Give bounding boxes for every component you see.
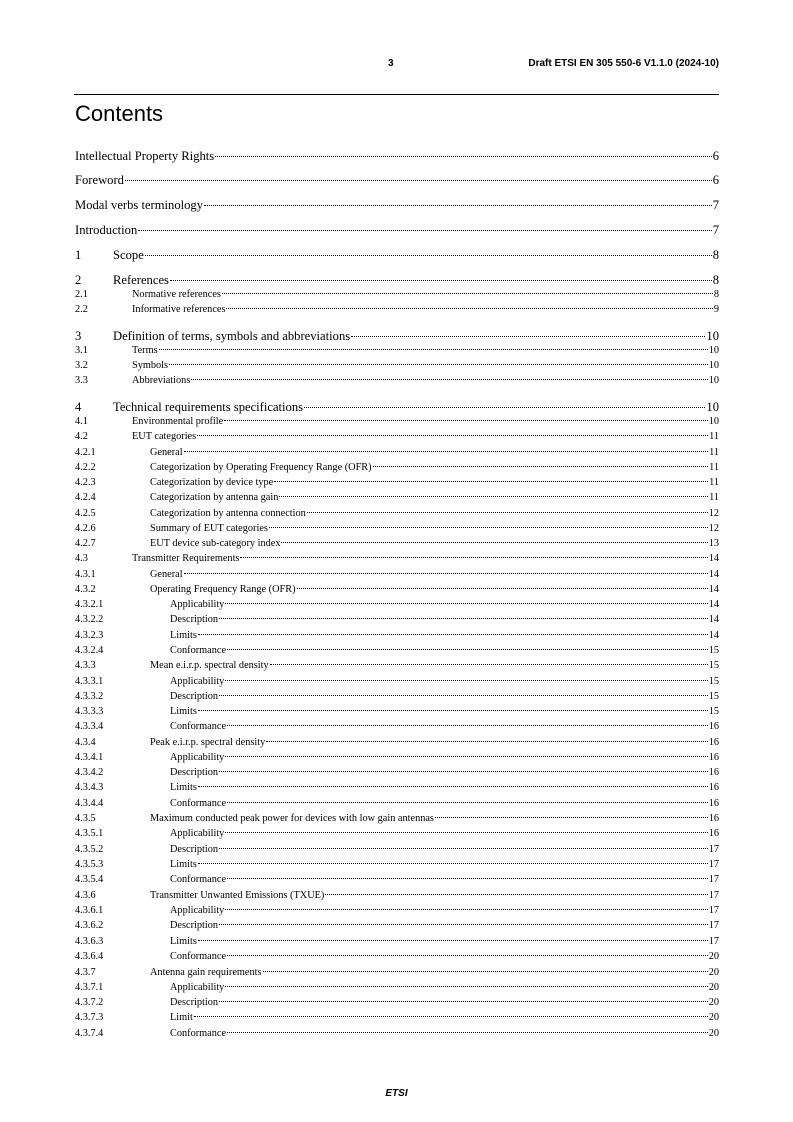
toc-entry-number: 2.1 (75, 289, 88, 300)
toc-entry-title: Modal verbs terminology (75, 198, 204, 212)
toc-entry-page: 16 (708, 767, 719, 778)
toc-entry-page: 8 (712, 273, 719, 287)
toc-entry[interactable] (75, 920, 719, 935)
toc-entry[interactable] (75, 782, 719, 797)
toc-entry-page: 20 (708, 967, 719, 978)
toc-entry-page: 10 (706, 329, 719, 343)
toc-leader-dots (191, 379, 707, 380)
toc-entry[interactable] (75, 614, 719, 629)
toc-entry-page: 15 (708, 691, 719, 702)
toc-leader-dots (227, 725, 708, 726)
toc-entry-number: 4.1 (75, 416, 88, 427)
toc-entry-number: 4.3.4.2 (75, 767, 104, 778)
toc-entry-number: 4.3.7.1 (75, 982, 104, 993)
toc-entry-number: 4.3.6.3 (75, 936, 104, 947)
toc-entry-title: Conformance (170, 645, 227, 656)
toc-entry-number: 4.3.2 (75, 584, 96, 595)
toc-entry-number: 4.2 (75, 431, 88, 442)
toc-entry-page: 15 (708, 676, 719, 687)
toc-entry-title: EUT device sub-category index (150, 538, 281, 549)
toc-entry[interactable] (75, 905, 719, 920)
toc-entry-number: 4.3.6.2 (75, 920, 104, 931)
toc-entry-number: 4.3 (75, 553, 88, 564)
toc-entry[interactable] (75, 492, 719, 507)
toc-entry-title: Description (170, 691, 219, 702)
toc-leader-dots (297, 588, 708, 589)
toc-entry-title: Technical requirements specifications (113, 400, 304, 414)
toc-leader-dots (198, 786, 708, 787)
toc-entry-page: 20 (708, 1028, 719, 1039)
toc-entry-number: 3 (75, 329, 82, 343)
toc-leader-dots (227, 802, 708, 803)
toc-entry-number: 4.3.6.1 (75, 905, 104, 916)
toc-entry-page: 15 (708, 706, 719, 717)
page-title: Contents (75, 101, 164, 126)
toc-leader-dots (263, 971, 708, 972)
toc-entry-title: Categorization by antenna gain (150, 492, 279, 503)
toc-entry-number: 4.3.4.3 (75, 782, 104, 793)
toc-entry-page: 17 (708, 936, 719, 947)
toc-entry-title: Operating Frequency Range (OFR) (150, 584, 296, 595)
toc-leader-dots (279, 496, 708, 497)
toc-entry-page: 10 (708, 360, 719, 371)
toc-entry[interactable] (75, 706, 719, 721)
toc-entry[interactable] (75, 149, 719, 164)
toc-leader-dots (304, 407, 705, 408)
toc-leader-dots (125, 180, 712, 181)
toc-entry-page: 6 (712, 173, 719, 187)
toc-entry[interactable] (75, 936, 719, 951)
toc-entry-page: 20 (708, 951, 719, 962)
toc-leader-dots (138, 230, 711, 231)
toc-entry-page: 20 (708, 982, 719, 993)
toc-leader-dots (219, 695, 708, 696)
toc-entry-title: Scope (113, 248, 144, 262)
toc-entry-page: 17 (708, 844, 719, 855)
toc-leader-dots (225, 603, 707, 604)
toc-entry-title: Summary of EUT categories (150, 523, 268, 534)
toc-entry-number: 4.3.3.4 (75, 721, 104, 732)
toc-entry-page: 20 (708, 997, 719, 1008)
toc-entry[interactable] (75, 477, 719, 492)
toc-entry-number: 2 (75, 273, 82, 287)
toc-entry-page: 17 (708, 859, 719, 870)
toc-entry[interactable] (75, 345, 719, 360)
toc-entry-title: Mean e.i.r.p. spectral density (150, 660, 269, 671)
toc-entry[interactable] (75, 844, 719, 859)
toc-leader-dots (227, 649, 708, 650)
toc-entry[interactable] (75, 721, 719, 736)
toc-entry-page: 16 (708, 752, 719, 763)
toc-entry-title: Environmental profile (132, 416, 224, 427)
toc-leader-dots (184, 451, 708, 452)
toc-entry[interactable] (75, 223, 719, 238)
toc-entry-page: 11 (709, 477, 719, 488)
toc-entry[interactable] (75, 584, 719, 599)
toc-entry-page: 14 (708, 553, 719, 564)
toc-leader-dots (281, 542, 707, 543)
toc-entry-number: 4.3.4.4 (75, 798, 104, 809)
toc-entry-number: 4.2.7 (75, 538, 96, 549)
toc-leader-dots (225, 756, 707, 757)
toc-entry-page: 14 (708, 599, 719, 610)
toc-leader-dots (227, 878, 708, 879)
toc-entry[interactable] (75, 645, 719, 660)
toc-entry-page: 17 (708, 874, 719, 885)
toc-entry[interactable] (75, 569, 719, 584)
toc-entry-number: 4.3.7.2 (75, 997, 104, 1008)
toc-entry-title: Applicability (170, 905, 225, 916)
toc-entry-number: 4.2.5 (75, 508, 96, 519)
toc-leader-dots (219, 848, 708, 849)
toc-entry-page: 15 (708, 660, 719, 671)
toc-leader-dots (170, 280, 712, 281)
toc-entry[interactable] (75, 400, 719, 415)
toc-entry-page: 10 (708, 375, 719, 386)
toc-leader-dots (373, 466, 708, 467)
toc-leader-dots (225, 909, 707, 910)
toc-leader-dots (222, 293, 713, 294)
toc-entry[interactable] (75, 630, 719, 645)
toc-entry-number: 4.3.3 (75, 660, 96, 671)
toc-entry-title: Abbreviations (132, 375, 191, 386)
toc-entry-title: Limits (170, 936, 197, 947)
toc-entry-title: Conformance (170, 798, 227, 809)
footer-etsi: ETSI (385, 1088, 408, 1099)
toc-entry-number: 4.3.3.2 (75, 691, 104, 702)
toc-entry-number: 4.3.7 (75, 967, 96, 978)
toc-leader-dots (219, 618, 708, 619)
toc-entry-number: 4.3.2.3 (75, 630, 104, 641)
toc-entry-page: 20 (708, 1012, 719, 1023)
toc-entry-title: Limits (170, 782, 197, 793)
toc-leader-dots (225, 832, 707, 833)
toc-entry[interactable] (75, 660, 719, 675)
toc-entry-title: Definition of terms, symbols and abbreviations (113, 329, 351, 343)
toc-entry[interactable] (75, 737, 719, 752)
toc-entry-page: 17 (708, 905, 719, 916)
toc-leader-dots (198, 940, 708, 941)
toc-leader-dots (270, 664, 708, 665)
toc-entry-number: 1 (75, 248, 82, 262)
toc-entry[interactable] (75, 997, 719, 1012)
toc-entry-title: Foreword (75, 173, 124, 187)
toc-entry[interactable] (75, 951, 719, 966)
toc-leader-dots (274, 481, 708, 482)
toc-entry[interactable] (75, 676, 719, 691)
toc-entry[interactable] (75, 1012, 719, 1027)
toc-entry-title: Conformance (170, 874, 227, 885)
toc-entry-number: 4.3.2.1 (75, 599, 104, 610)
toc-leader-dots (307, 512, 708, 513)
toc-entry-number: 3.2 (75, 360, 88, 371)
toc-entry-title: Applicability (170, 599, 225, 610)
toc-entry-number: 4.3.6 (75, 890, 96, 901)
toc-leader-dots (227, 955, 708, 956)
toc-entry-title: General (150, 569, 183, 580)
toc-entry-number: 4.3.4 (75, 737, 96, 748)
toc-entry[interactable] (75, 173, 719, 188)
toc-leader-dots (225, 680, 707, 681)
toc-entry-number: 2.2 (75, 304, 88, 315)
toc-entry[interactable] (75, 828, 719, 843)
toc-leader-dots (219, 1001, 708, 1002)
toc-entry[interactable] (75, 538, 719, 553)
toc-entry-page: 11 (709, 447, 719, 458)
toc-entry-title: Description (170, 997, 219, 1008)
toc-entry-page: 11 (709, 462, 719, 473)
toc-leader-dots (226, 308, 712, 309)
toc-entry-page: 10 (708, 345, 719, 356)
toc-entry-number: 4.2.4 (75, 492, 96, 503)
toc-entry-title: Symbols (132, 360, 169, 371)
toc-entry-page: 8 (713, 289, 719, 300)
toc-entry-number: 4.2.2 (75, 462, 96, 473)
toc-leader-dots (219, 771, 708, 772)
toc-entry-title: Conformance (170, 1028, 227, 1039)
toc-leader-dots (435, 817, 708, 818)
toc-leader-dots (325, 894, 707, 895)
toc-leader-dots (225, 986, 707, 987)
toc-entry-title: Description (170, 767, 219, 778)
toc-entry-title: Maximum conducted peak power for devices with low gain antennas (150, 813, 434, 824)
toc-entry-number: 4 (75, 400, 82, 414)
toc-leader-dots (219, 924, 708, 925)
toc-leader-dots (145, 255, 712, 256)
toc-entry-number: 4.3.7.4 (75, 1028, 104, 1039)
toc-entry-title: Categorization by device type (150, 477, 274, 488)
toc-entry-title: Applicability (170, 982, 225, 993)
toc-entry-number: 4.3.5.4 (75, 874, 104, 885)
toc-entry-number: 3.1 (75, 345, 88, 356)
toc-leader-dots (197, 435, 708, 436)
toc-entry-title: Limit (170, 1012, 193, 1023)
document-id: Draft ETSI EN 305 550-6 V1.1.0 (2024-10) (528, 58, 719, 69)
toc-leader-dots (198, 710, 708, 711)
toc-entry-page: 16 (708, 737, 719, 748)
toc-entry[interactable] (75, 813, 719, 828)
toc-leader-dots (198, 863, 708, 864)
toc-entry-page: 14 (708, 614, 719, 625)
toc-entry-title: References (113, 273, 169, 287)
toc-entry-page: 16 (708, 782, 719, 793)
toc-entry-title: Categorization by Operating Frequency Range (OFR) (150, 462, 372, 473)
toc-entry[interactable] (75, 248, 719, 263)
toc-entry-page: 7 (712, 223, 719, 237)
toc-entry-page: 13 (708, 538, 719, 549)
toc-entry-page: 11 (709, 492, 719, 503)
toc-entry[interactable] (75, 553, 719, 568)
toc-entry-page: 16 (708, 828, 719, 839)
toc-entry-page: 17 (708, 920, 719, 931)
toc-entry[interactable] (75, 523, 719, 538)
page-number: 3 (388, 58, 394, 69)
toc-entry[interactable] (75, 691, 719, 706)
toc-entry[interactable] (75, 859, 719, 874)
toc-entry-title: Description (170, 844, 219, 855)
toc-entry-number: 4.3.5.3 (75, 859, 104, 870)
toc-entry-number: 4.3.7.3 (75, 1012, 104, 1023)
toc-entry-title: General (150, 447, 183, 458)
toc-entry-title: Transmitter Requirements (132, 553, 240, 564)
toc-entry-page: 14 (708, 630, 719, 641)
toc-entry-number: 4.3.4.1 (75, 752, 104, 763)
toc-entry-title: Limits (170, 630, 197, 641)
toc-entry-page: 6 (712, 149, 719, 163)
toc-entry[interactable] (75, 767, 719, 782)
toc-entry-page: 10 (708, 416, 719, 427)
toc-entry[interactable] (75, 273, 719, 288)
toc-entry-number: 4.2.3 (75, 477, 96, 488)
toc-entry-number: 3.3 (75, 375, 88, 386)
toc-entry[interactable] (75, 798, 719, 813)
toc-leader-dots (159, 349, 708, 350)
toc-entry-number: 4.3.5 (75, 813, 96, 824)
toc-entry-title: Description (170, 920, 219, 931)
toc-entry[interactable] (75, 360, 719, 375)
toc-entry-title: Conformance (170, 951, 227, 962)
toc-entry-title: Informative references (132, 304, 226, 315)
toc-entry-number: 4.2.1 (75, 447, 96, 458)
toc-entry-number: 4.3.5.2 (75, 844, 104, 855)
toc-entry[interactable] (75, 599, 719, 614)
toc-entry-title: Terms (132, 345, 158, 356)
toc-entry-title: Antenna gain requirements (150, 967, 262, 978)
toc-entry-title: Peak e.i.r.p. spectral density (150, 737, 266, 748)
toc-entry-number: 4.2.6 (75, 523, 96, 534)
toc-entry-number: 4.3.1 (75, 569, 96, 580)
toc-entry-title: Applicability (170, 828, 225, 839)
toc-entry-page: 14 (708, 569, 719, 580)
toc-entry[interactable] (75, 982, 719, 997)
toc-entry[interactable] (75, 890, 719, 905)
toc-entry[interactable] (75, 431, 719, 446)
toc-entry[interactable] (75, 329, 719, 344)
toc-entry-title: EUT categories (132, 431, 197, 442)
toc-entry-title: Limits (170, 706, 197, 717)
toc-entry-page: 11 (709, 431, 719, 442)
toc-entry-title: Intellectual Property Rights (75, 149, 215, 163)
toc-entry-page: 16 (708, 721, 719, 732)
toc-entry[interactable] (75, 752, 719, 767)
toc-entry-number: 4.3.5.1 (75, 828, 104, 839)
toc-entry-title: Conformance (170, 721, 227, 732)
toc-entry-number: 4.3.3.1 (75, 676, 104, 687)
table-of-contents (75, 0, 719, 1122)
toc-entry-title: Transmitter Unwanted Emissions (TXUE) (150, 890, 325, 901)
toc-entry[interactable] (75, 508, 719, 523)
toc-entry-page: 9 (713, 304, 719, 315)
toc-entry[interactable] (75, 1028, 719, 1043)
toc-entry-page: 15 (708, 645, 719, 656)
toc-leader-dots (266, 741, 707, 742)
toc-entry-title: Applicability (170, 676, 225, 687)
toc-entry-number: 4.3.2.2 (75, 614, 104, 625)
toc-entry-page: 12 (708, 508, 719, 519)
toc-entry-title: Limits (170, 859, 197, 870)
toc-entry[interactable] (75, 198, 719, 213)
toc-leader-dots (198, 634, 708, 635)
toc-leader-dots (184, 573, 708, 574)
toc-entry-page: 16 (708, 813, 719, 824)
toc-entry-page: 14 (708, 584, 719, 595)
toc-entry-title: Description (170, 614, 219, 625)
toc-leader-dots (194, 1016, 708, 1017)
toc-leader-dots (227, 1032, 708, 1033)
toc-leader-dots (204, 205, 712, 206)
toc-leader-dots (224, 420, 707, 421)
toc-entry-page: 10 (706, 400, 719, 414)
toc-entry[interactable] (75, 462, 719, 477)
toc-leader-dots (351, 336, 705, 337)
toc-entry-number: 4.3.2.4 (75, 645, 104, 656)
toc-entry-title: Introduction (75, 223, 138, 237)
toc-leader-dots (269, 527, 708, 528)
toc-entry[interactable] (75, 967, 719, 982)
toc-entry[interactable] (75, 416, 719, 431)
toc-entry-page: 8 (712, 248, 719, 262)
toc-entry-page: 7 (712, 198, 719, 212)
toc-leader-dots (169, 364, 708, 365)
toc-entry[interactable] (75, 304, 719, 319)
toc-entry-number: 4.3.3.3 (75, 706, 104, 717)
toc-entry[interactable] (75, 289, 719, 304)
toc-leader-dots (240, 557, 707, 558)
toc-entry-title: Normative references (132, 289, 221, 300)
toc-leader-dots (215, 156, 712, 157)
toc-entry[interactable] (75, 447, 719, 462)
toc-entry-number: 4.3.6.4 (75, 951, 104, 962)
toc-entry-title: Categorization by antenna connection (150, 508, 306, 519)
toc-entry-page: 17 (708, 890, 719, 901)
toc-entry[interactable] (75, 874, 719, 889)
toc-entry-page: 16 (708, 798, 719, 809)
toc-entry-page: 12 (708, 523, 719, 534)
toc-entry[interactable] (75, 375, 719, 390)
toc-entry-title: Applicability (170, 752, 225, 763)
